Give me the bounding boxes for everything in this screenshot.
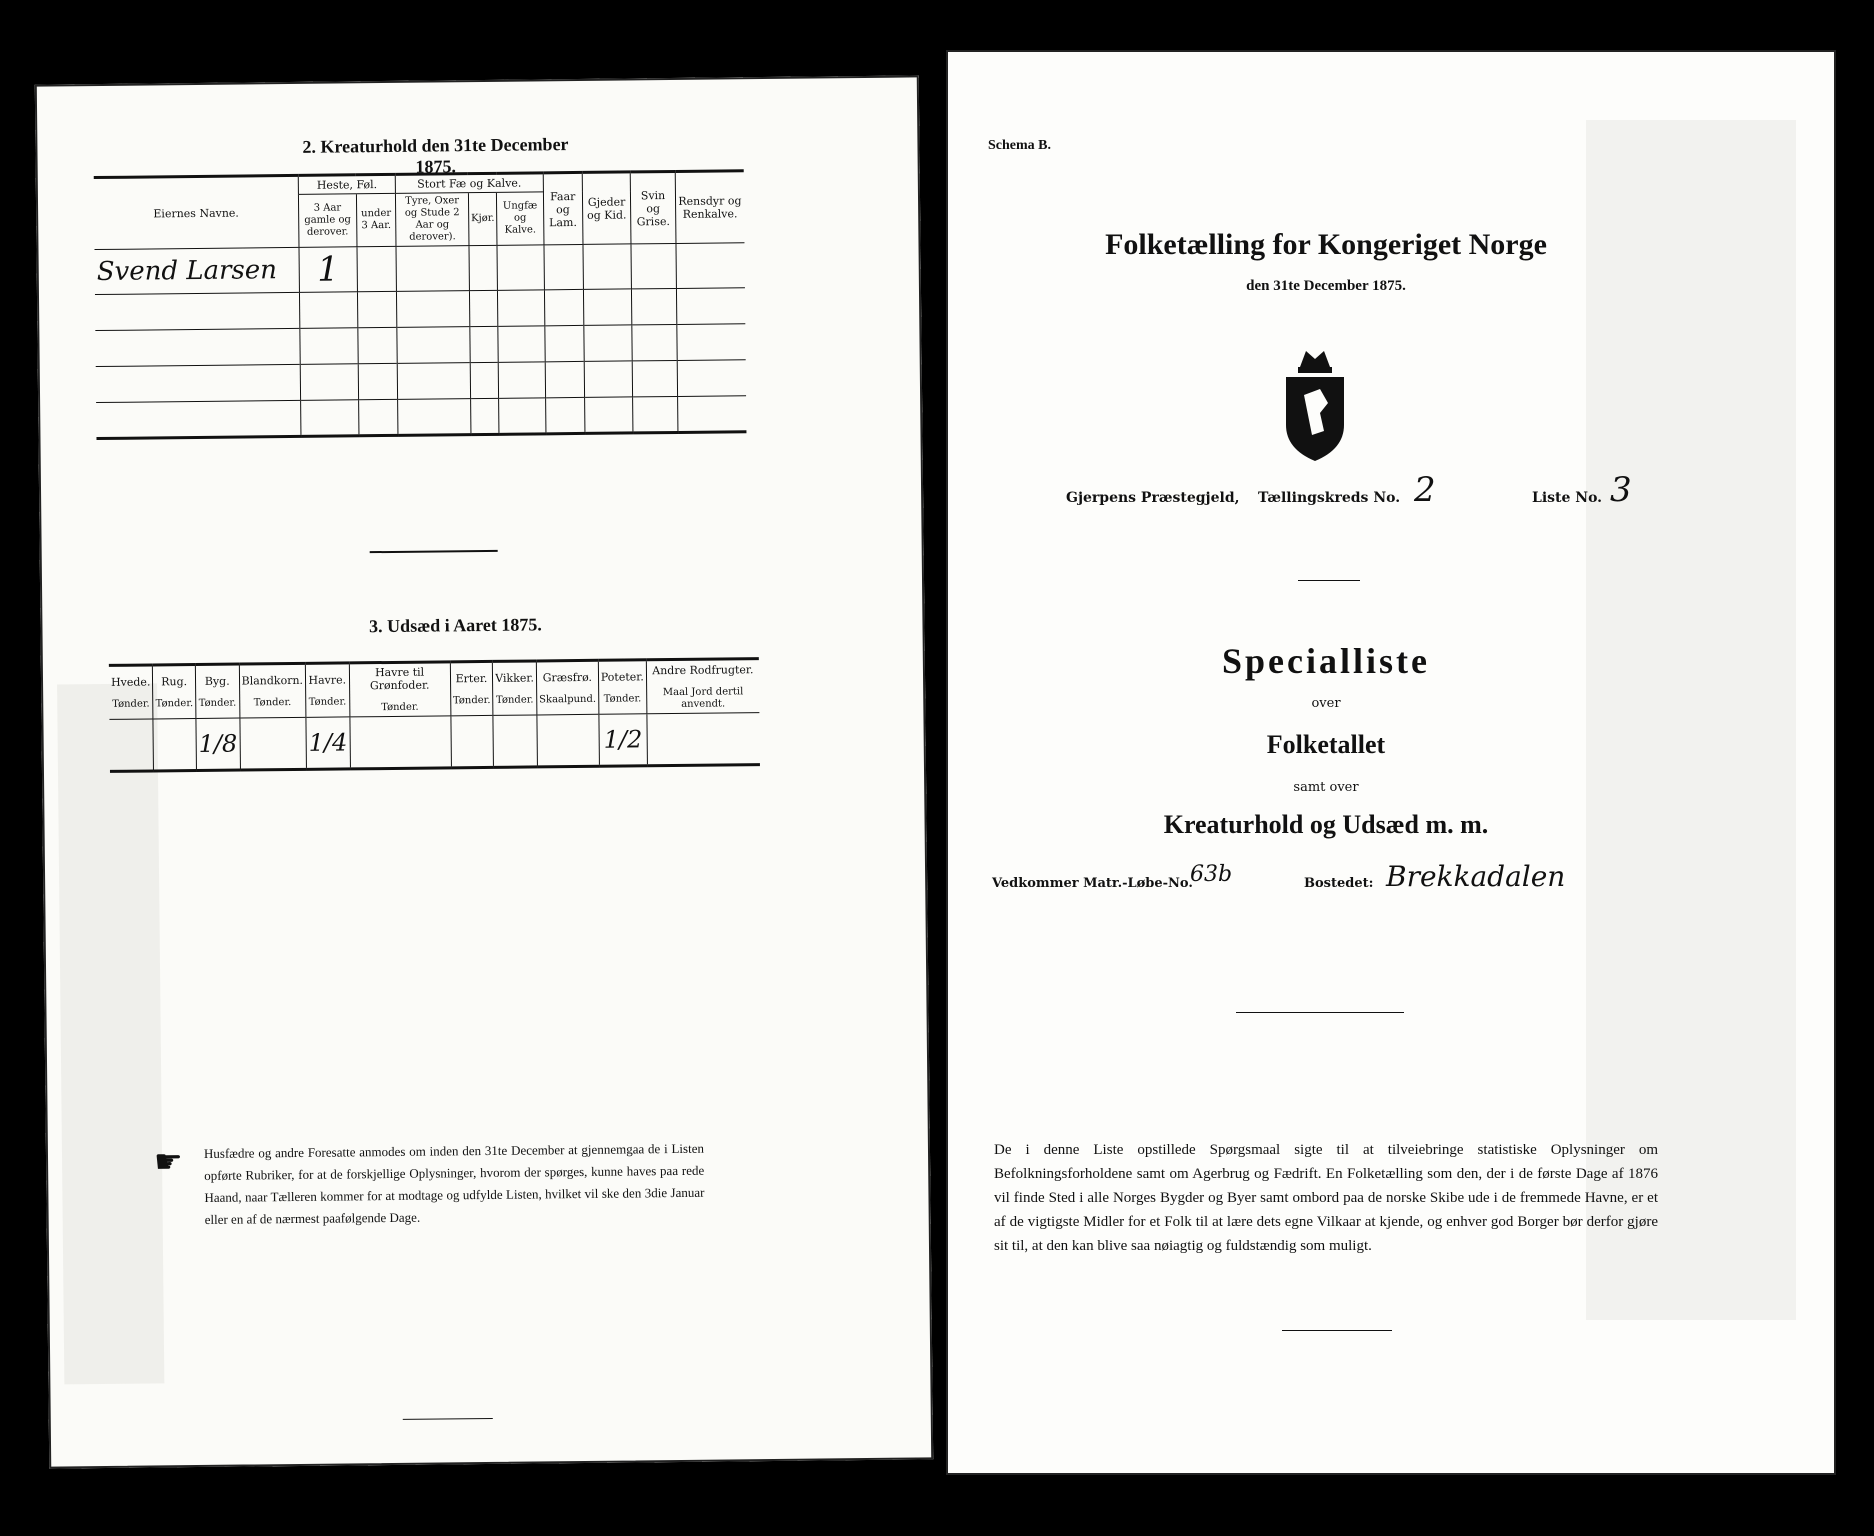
pointing-hand-icon: ☛ bbox=[153, 1142, 183, 1181]
col-heste: Heste, Føl. bbox=[298, 174, 395, 194]
seed-col-label: Byg. bbox=[204, 674, 230, 688]
owner-name-cell: Svend Larsen bbox=[95, 247, 300, 294]
livestock-table bbox=[94, 169, 747, 440]
col-stort-c: Ungfæ og Kalve. bbox=[497, 192, 544, 245]
seed-value-cell bbox=[153, 719, 196, 771]
seed-col-label: Erter. bbox=[455, 671, 488, 685]
notice-text: Husfædre og andre Foresatte anmodes om inden den 31te December at gjennemgaa de i Listen opførte Rubriker, for at de forskjellige Oplysninger, hvorom der spørges, kunne haves paa rede Haand, naar Tælleren kommer for at modtage og udfylde Listen, hvilket vil ske den 3die Januar eller en af de nærmest paafølgende Dage. bbox=[203, 1140, 705, 1227]
seed-col-unit: Tønder. bbox=[155, 697, 194, 709]
matr-value: 63b bbox=[1190, 862, 1233, 887]
section2-title: 2. Kreaturhold den 31te December 1875. bbox=[302, 134, 569, 177]
form-date: den 31te December 1875. bbox=[1246, 278, 1406, 294]
over-1: over bbox=[1311, 696, 1341, 711]
samt-over: samt over bbox=[1293, 780, 1359, 795]
seed-col-label: Andre Rodfrugter. bbox=[652, 662, 754, 677]
liste-label: Liste No. bbox=[1532, 490, 1603, 506]
divider bbox=[370, 550, 498, 553]
seed-col-0 bbox=[109, 665, 153, 719]
schema-label: Schema B. bbox=[988, 138, 1051, 153]
seed-col-unit: Tønder. bbox=[198, 697, 237, 709]
seed-value-cell bbox=[196, 718, 240, 770]
col-faar: Faar og Lam. bbox=[543, 172, 583, 244]
seed-value-cell bbox=[647, 713, 760, 766]
matr-label: Vedkommer Matr.-Løbe-No. bbox=[992, 876, 1193, 891]
seed-value-cell bbox=[493, 715, 537, 767]
seed-col-label: Blandkorn. bbox=[241, 673, 304, 688]
kreaturhold-heading: Kreaturhold og Udsæd m. m. bbox=[1163, 810, 1489, 839]
col-heste-a: 3 Aar gamle og derover. bbox=[298, 194, 356, 248]
section3-title: 3. Udsæd i Aaret 1875. bbox=[369, 614, 542, 637]
seed-col-unit: Tønder. bbox=[452, 694, 491, 706]
seed-value: 1/2 bbox=[603, 725, 643, 754]
divider-mid bbox=[1236, 1012, 1404, 1013]
col-gjeder: Gjeder og Kid. bbox=[582, 172, 631, 245]
col-svin: Svin og Grise. bbox=[631, 171, 676, 243]
seed-col-8 bbox=[536, 660, 598, 715]
col-stort-fae: Stort Fæ og Kalve. bbox=[395, 173, 543, 194]
bosted-label: Bostedet: bbox=[1304, 876, 1374, 891]
seed-value-cell bbox=[537, 714, 599, 767]
margin-bleed bbox=[57, 683, 164, 1384]
seed-value-cell bbox=[109, 719, 153, 771]
seed-value-cell bbox=[599, 714, 648, 766]
bottom-divider bbox=[403, 1418, 493, 1420]
seed-value-cell bbox=[239, 717, 306, 770]
col-stort-b: Kjør. bbox=[468, 192, 497, 245]
seed-col-2 bbox=[195, 664, 239, 718]
divider-bottom bbox=[1282, 1330, 1392, 1331]
liste-value: 3 bbox=[1610, 470, 1632, 510]
seed-col-unit: Tønder. bbox=[112, 697, 150, 710]
col-heste-b: under 3 Aar. bbox=[356, 193, 396, 246]
seed-col-label: Havre til Grønfoder. bbox=[369, 665, 430, 693]
seed-col-unit: Maal Jord dertil anvendt. bbox=[662, 685, 744, 710]
seed-col-unit: Tønder. bbox=[381, 701, 419, 714]
seed-col-6 bbox=[450, 661, 493, 715]
seed-col-7 bbox=[493, 661, 537, 715]
info-paragraph: De i denne Liste opstillede Spørgsmaal sigte til at tilveiebringe statistiske Oplysninger om Befolkningsforholdene samt om Agerbrug og Fædrift. En Folketælling som den, der i de første Dage af 1876 vil finde Sted i alle Norges Bygder og Byer samt ombord paa de norske Skibe ude i de fremmede Havne, er et af de vigtigste Midler for et Folk til at lære dets egne Vilkaar at kjende, og enhver god Borger bør derfor gjøre sit til, at den kan blive saa nøiagtig og fuldstændig som muligt. bbox=[994, 1142, 1658, 1254]
kreds-label: Tællingskreds No. bbox=[1258, 490, 1401, 506]
coat-of-arms-icon bbox=[1276, 345, 1354, 463]
seed-col-10 bbox=[646, 659, 759, 714]
specialliste-heading: Specialliste bbox=[1222, 641, 1430, 681]
col-rensdyr: Rensdyr og Renkalve. bbox=[675, 171, 744, 244]
kreds-value: 2 bbox=[1414, 470, 1436, 510]
seed-col-4 bbox=[305, 663, 349, 717]
seed-col-5 bbox=[349, 662, 451, 717]
heste-a-cell: 1 bbox=[299, 247, 357, 293]
seed-col-label: Græsfrø. bbox=[542, 670, 593, 684]
seed-value-cell bbox=[451, 715, 494, 767]
seed-value: 1/4 bbox=[308, 728, 348, 757]
col-owner-name: Eiernes Navne. bbox=[94, 175, 299, 249]
seed-col-unit: Tønder. bbox=[495, 693, 534, 706]
seed-table bbox=[109, 657, 760, 773]
seed-value-cell bbox=[306, 717, 350, 769]
seed-col-1 bbox=[153, 665, 196, 719]
seed-value: 1/8 bbox=[198, 729, 238, 758]
seed-col-unit: Skaalpund. bbox=[539, 693, 597, 705]
left-page bbox=[35, 75, 933, 1468]
folketallet: Folketallet bbox=[1266, 730, 1386, 759]
seed-value-cell bbox=[350, 716, 452, 769]
seed-col-label: Poteter. bbox=[600, 669, 644, 684]
seed-col-unit: Tønder. bbox=[308, 695, 347, 708]
seed-col-label: Rug. bbox=[161, 674, 188, 688]
form-title: Folketælling for Kongeriget Norge bbox=[1105, 228, 1547, 261]
seed-col-label: Vikker. bbox=[495, 670, 534, 685]
seed-col-unit: Tønder. bbox=[603, 692, 642, 705]
col-stort-a: Tyre, Oxer og Stude 2 Aar og derover). bbox=[396, 193, 469, 247]
divider-right bbox=[1298, 580, 1360, 581]
seed-col-label: Hvede. bbox=[110, 674, 151, 689]
seed-col-unit: Tønder. bbox=[253, 696, 292, 708]
seed-col-label: Havre. bbox=[308, 672, 347, 687]
bosted-value: Brekkadalen bbox=[1386, 860, 1566, 893]
right-page bbox=[946, 50, 1836, 1475]
prestegjeld-label: Gjerpens Præstegjeld, bbox=[1066, 490, 1240, 506]
seed-col-9 bbox=[598, 660, 647, 714]
seed-col-3 bbox=[239, 663, 306, 718]
